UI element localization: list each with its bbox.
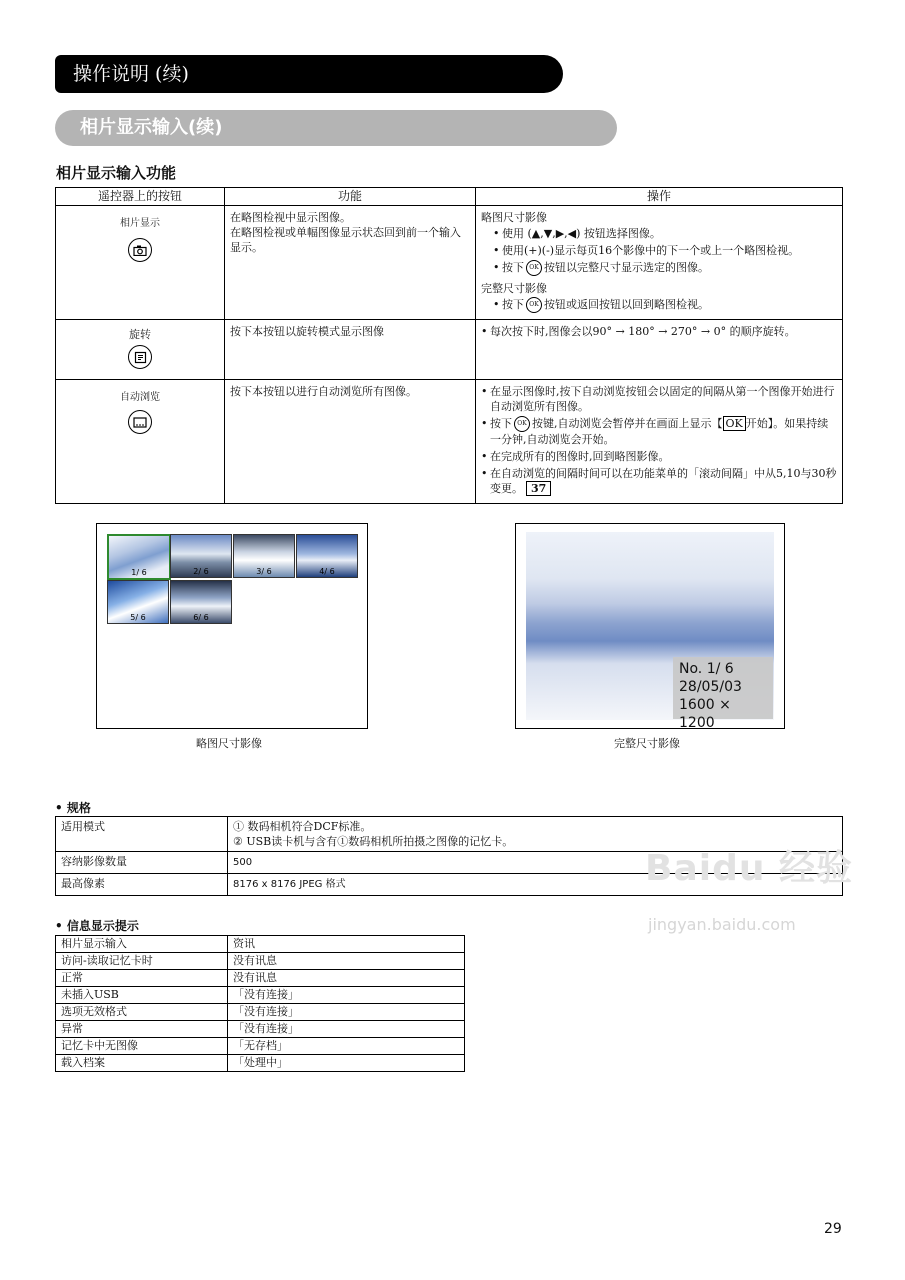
op-text: 按下 [490,417,512,430]
message-value: 「没有连接」 [228,987,465,1004]
thumbnail-label: 2/ 6 [193,567,209,576]
ok-button-icon: OK [526,297,542,313]
op-text: 按键,自动浏览会暂停并在画面上显示【 [532,417,723,430]
message-table [55,935,465,1072]
message-value: 「处理中」 [228,1055,465,1072]
message-key: 选项无效格式 [56,1004,228,1021]
op-item: • 在完成所有的图像时,回到略图影像。 [481,449,837,464]
op-text: 按下 [502,261,524,274]
section-header [55,110,617,146]
spec-value-line: ① 数码相机符合DCF标准。 [233,820,372,833]
thumbnail-label: 3/ 6 [256,567,272,576]
photo-number: No. 1/ 6 [679,661,734,677]
table-row [56,1004,465,1021]
function-cell [225,206,476,320]
op-item: • 使用 (▲,▼,▶,◀) 按钮选择图像。 [493,226,837,241]
photo-resolution: 1600 × 1200 [679,697,731,731]
thumbnail-5 [107,580,169,624]
message-key: 访问-读取记忆卡时 [56,953,228,970]
message-value: 资讯 [228,936,465,953]
table-row [56,1038,465,1055]
message-value: 「没有连接」 [228,1021,465,1038]
watermark-logo: Baidu 经验 [645,848,854,889]
function-cell: 按下本按钮以旋转模式显示图像 [225,320,476,380]
table-row [56,320,843,380]
slideshow-icon [128,410,152,434]
message-value: 「无存档」 [228,1038,465,1055]
message-key: 相片显示输入 [56,936,228,953]
operation-cell [476,206,843,320]
message-key: 未插入USB [56,987,228,1004]
table-row [56,1021,465,1038]
op-item [481,416,837,447]
op-title: 完整尺寸影像 [481,282,547,295]
thumbnail-label: 4/ 6 [319,567,335,576]
chapter-header [55,55,563,93]
op-item [493,297,837,313]
thumbnail-label: 1/ 6 [131,568,147,577]
table-row [56,1055,465,1072]
op-text: 在自动浏览的间隔时间可以在功能菜单的「滚动间隔」中从5,10与30秒变更。 [490,467,837,495]
header-function: 功能 [225,188,476,206]
op-item: • 在显示图像时,按下自动浏览按钮会以固定的间隔从第一个图像开始进行自动浏览所有图像。 [481,384,837,414]
ok-button-icon: OK [526,260,542,276]
function-line: 在略图检视或单幅图像显示状态回到前一个输入显示。 [230,226,461,254]
message-value: 没有讯息 [228,953,465,970]
table-row [56,380,843,504]
chapter-title: 操作说明 (续) [73,63,189,85]
function-cell: 按下本按钮以进行自动浏览所有图像。 [225,380,476,504]
function-table [55,187,843,504]
table-row [56,987,465,1004]
spec-value-line: ② USB读卡机与含有①数码相机所拍摄之图像的记忆卡。 [233,835,514,848]
thumbnail-6 [170,580,232,624]
message-key: 载入档案 [56,1055,228,1072]
thumbnail-3 [233,534,295,578]
op-text: 开始】。如果持续一分钟,自动浏览会开始。 [490,417,829,446]
op-text: 按钮以完整尺寸显示选定的图像。 [544,261,709,274]
message-title: • 信息显示提示 [55,919,139,933]
op-text: 按钮或返回按钮以回到略图检视。 [544,298,709,311]
message-key: 异常 [56,1021,228,1038]
table-row [56,970,465,987]
operation-cell [476,380,843,504]
operation-cell [476,320,843,380]
op-title: 略图尺寸影像 [481,211,547,224]
thumbnail-view [96,523,368,729]
spec-key: 容纳影像数量 [56,852,228,874]
function-subtitle: 相片显示输入功能 [56,164,177,182]
camera-icon [128,238,152,262]
spec-value: 500 [228,852,843,874]
message-value: 没有讯息 [228,970,465,987]
button-cell [56,206,225,320]
table-row [56,206,843,320]
spec-title: • 规格 [55,801,91,815]
op-text: 按下 [502,298,524,311]
function-line: 在略图检视中显示图像。 [230,211,351,224]
table-header-row [56,188,843,206]
thumbnail-label: 5/ 6 [130,613,146,622]
header-operation: 操作 [476,188,843,206]
photo-info-overlay [673,657,773,731]
button-label: 相片显示 [120,218,160,229]
message-value: 「没有连接」 [228,1004,465,1021]
op-item [481,466,837,496]
table-row [56,953,465,970]
message-key: 正常 [56,970,228,987]
button-cell [56,380,225,504]
ok-indicator: OK [723,416,746,431]
button-cell [56,320,225,380]
thumbnail-1 [107,534,171,580]
thumbnail-2 [170,534,232,578]
section-title: 相片显示输入(续) [80,117,223,138]
header-button: 遥控器上的按钮 [56,188,225,206]
photo-date: 28/05/03 [679,679,742,695]
spec-key: 适用模式 [56,817,228,852]
watermark-url: jingyan.baidu.com [648,915,796,934]
op-item: • 每次按下时,图像会以90° → 180° → 270° → 0° 的顺序旋转。 [481,324,837,339]
op-item [493,260,837,276]
thumbnail-4 [296,534,358,578]
thumbnail-label: 6/ 6 [193,613,209,622]
ok-button-icon: OK [514,416,530,432]
button-label: 自动浏览 [120,392,160,403]
table-row [56,936,465,953]
message-key: 记忆卡中无图像 [56,1038,228,1055]
button-label: 旋转 [129,328,151,341]
page-reference-icon: 37 [526,481,551,496]
spec-key: 最高像素 [56,874,228,896]
page-number: 29 [824,1221,842,1237]
spec-value: 8176 x 8176 JPEG 格式 [228,874,843,896]
thumbnail-caption: 略图尺寸影像 [196,737,262,750]
full-size-caption: 完整尺寸影像 [614,737,680,750]
rotate-icon [128,345,152,369]
op-item: • 使用(+)(-)显示每页16个影像中的下一个或上一个略图检视。 [493,243,837,258]
